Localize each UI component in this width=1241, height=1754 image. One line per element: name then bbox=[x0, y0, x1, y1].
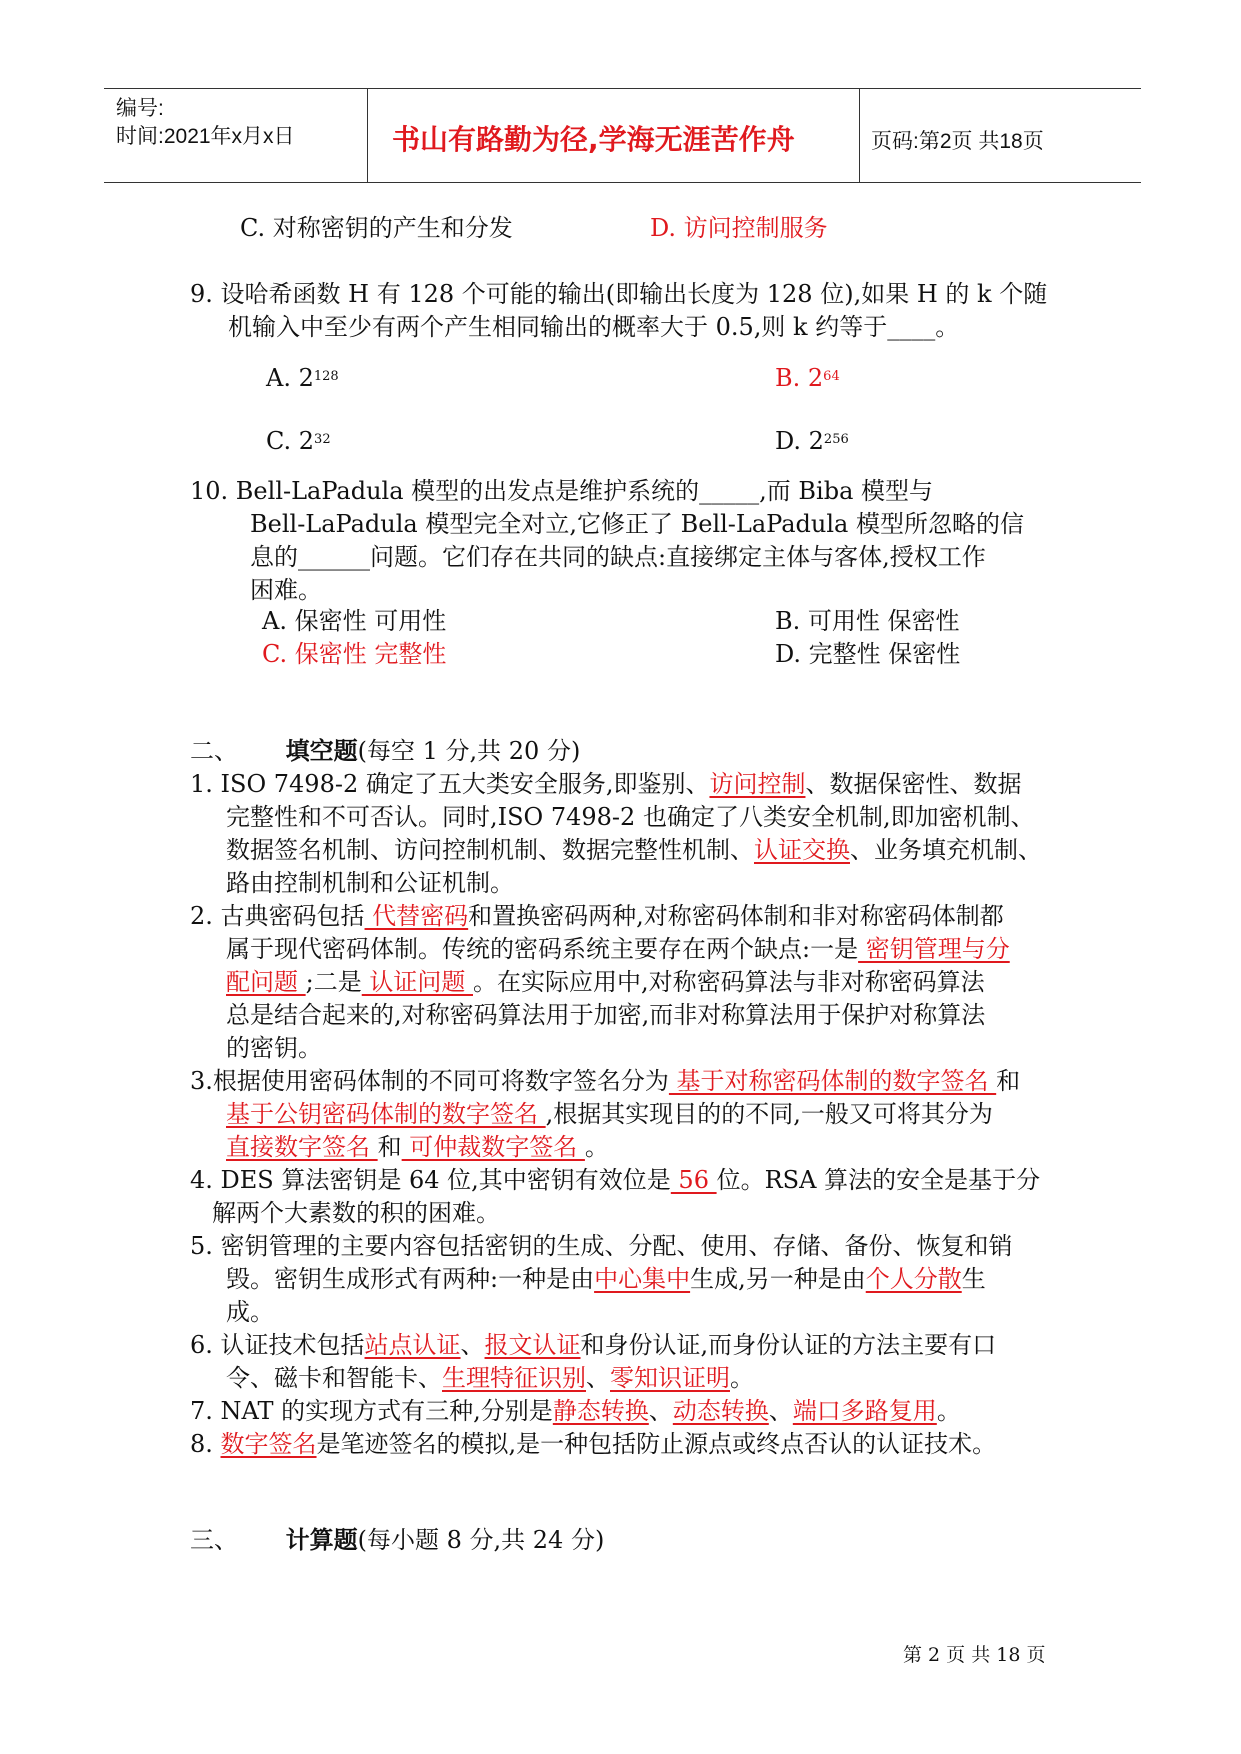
answer-auth-exchange: 认证交换 bbox=[754, 836, 850, 864]
text: 、 bbox=[768, 1397, 793, 1425]
section3-heading bbox=[190, 1524, 604, 1557]
q10-line3: 息的______问题。它们存在共同的缺点:直接绑定主体与客体,授权工作 bbox=[250, 543, 986, 571]
fill-item-2-line3 bbox=[226, 966, 985, 999]
answer-key-management-a: 密钥管理与分 bbox=[858, 935, 1010, 963]
q9-option-a bbox=[266, 362, 339, 395]
answer-biometric: 生理特征识别 bbox=[442, 1364, 586, 1392]
fill-item-2-line1 bbox=[190, 900, 1004, 933]
text: 4. DES 算法密钥是 64 位,其中密钥有效位是 bbox=[190, 1166, 671, 1194]
q9-option-b bbox=[775, 362, 840, 395]
fill-item-8 bbox=[190, 1428, 996, 1461]
text: 8. bbox=[190, 1430, 221, 1458]
q8-option-d: D. 访问控制服务 bbox=[650, 214, 828, 242]
section2-note: (每空 1 分,共 20 分) bbox=[357, 737, 581, 765]
answer-direct-signature: 直接数字签名 bbox=[226, 1133, 378, 1161]
q10-line1: 10. Bell-LaPadula 模型的出发点是维护系统的_____,而 Biba 模型与 bbox=[190, 477, 934, 505]
text: 和身份认证,而身份认证的方法主要有口 bbox=[580, 1331, 997, 1359]
text: 和 bbox=[996, 1067, 1021, 1095]
header-divider-right bbox=[859, 88, 860, 183]
q10-line2: Bell-LaPadula 模型完全对立,它修正了 Bell-LaPadula 模型所忽略的信 bbox=[250, 510, 1024, 538]
text: 生 bbox=[961, 1265, 986, 1293]
answer-public-key-signature: 基于公钥密码体制的数字签名 bbox=[226, 1100, 546, 1128]
q9-option-d bbox=[775, 425, 849, 458]
fill-item-3-line2 bbox=[226, 1098, 993, 1131]
section2-number: 二、 bbox=[190, 737, 238, 765]
text: ,根据其实现目的的不同,一般又可将其分为 bbox=[545, 1100, 993, 1128]
answer-substitution-cipher: 代替密码 bbox=[364, 902, 469, 930]
header-time: 时间:2021年x月x日 bbox=[116, 125, 295, 148]
text: 、 bbox=[648, 1397, 673, 1425]
answer-dynamic-nat: 动态转换 bbox=[672, 1397, 769, 1425]
answer-message-auth: 报文认证 bbox=[484, 1331, 581, 1359]
header-bottom-rule bbox=[104, 182, 1141, 183]
q9-option-c-base: C. 2 bbox=[266, 427, 315, 455]
section3-number: 三、 bbox=[190, 1526, 238, 1554]
q10-option-a: A. 保密性 可用性 bbox=[262, 607, 447, 635]
fill-item-4-line1 bbox=[190, 1164, 1040, 1197]
header-number: 编号: bbox=[116, 97, 164, 120]
section2-title: 填空题 bbox=[285, 737, 358, 765]
text: 、数据保密性、数据 bbox=[805, 770, 1022, 798]
fill-item-2-line2 bbox=[226, 933, 1010, 966]
footer-page-number: 第 2 页 共 18 页 bbox=[903, 1644, 1046, 1666]
answer-distributed: 个人分散 bbox=[865, 1265, 962, 1293]
fill-item-5-line2 bbox=[226, 1263, 986, 1296]
text: 。 bbox=[730, 1364, 754, 1392]
fill-item-1-line2: 完整性和不可否认。同时,ISO 7498-2 也确定了八类安全机制,即加密机制、 bbox=[226, 803, 1035, 831]
section3-title: 计算题 bbox=[285, 1526, 358, 1554]
fill-item-2-line4: 总是结合起来的,对称密码算法用于加密,而非对称算法用于保护对称算法 bbox=[226, 1001, 986, 1029]
q9-option-c bbox=[266, 425, 331, 458]
answer-static-nat: 静态转换 bbox=[552, 1397, 649, 1425]
text: 令、磁卡和智能卡、 bbox=[226, 1364, 442, 1392]
fill-item-3-line3 bbox=[226, 1131, 609, 1164]
fill-item-5-line3: 成。 bbox=[226, 1298, 274, 1326]
section3-note: (每小题 8 分,共 24 分) bbox=[357, 1526, 605, 1554]
fill-item-6-line1 bbox=[190, 1329, 996, 1362]
text: 、业务填充机制、 bbox=[850, 836, 1042, 864]
text: 生成,另一种是由 bbox=[690, 1265, 866, 1293]
answer-arbitrated-signature: 可仲裁数字签名 bbox=[401, 1133, 585, 1161]
q9-option-b-exp: 64 bbox=[823, 369, 840, 384]
header-motto: 书山有路勤为径,学海无涯苦作舟 bbox=[392, 123, 795, 156]
fill-item-1-line3 bbox=[226, 834, 1042, 867]
header-divider-left bbox=[367, 88, 368, 183]
answer-site-auth: 站点认证 bbox=[364, 1331, 461, 1359]
text: 。 bbox=[584, 1133, 609, 1161]
q9-line1: 9. 设哈希函数 H 有 128 个可能的输出(即输出长度为 128 位),如果 H 的 k 个随 bbox=[190, 280, 1048, 308]
text: 、 bbox=[586, 1364, 610, 1392]
q8-option-c: C. 对称密钥的产生和分发 bbox=[240, 214, 513, 242]
q9-option-c-exp: 32 bbox=[314, 432, 331, 447]
q10-option-c: C. 保密性 完整性 bbox=[262, 640, 447, 668]
header-top-rule bbox=[104, 88, 1141, 89]
text: 和 bbox=[377, 1133, 402, 1161]
text: 2. 古典密码包括 bbox=[190, 902, 365, 930]
text: 6. 认证技术包括 bbox=[190, 1331, 365, 1359]
answer-authentication-problem: 认证问题 bbox=[361, 968, 473, 996]
q9-option-a-exp: 128 bbox=[313, 369, 339, 384]
text: 。在实际应用中,对称密码算法与非对称密码算法 bbox=[473, 968, 985, 996]
text: 、 bbox=[460, 1331, 485, 1359]
fill-item-4-line2: 解两个大素数的积的困难。 bbox=[212, 1199, 500, 1227]
q10-option-b: B. 可用性 保密性 bbox=[775, 607, 960, 635]
fill-item-1-line4: 路由控制机制和公证机制。 bbox=[226, 869, 514, 897]
text: 7. NAT 的实现方式有三种,分别是 bbox=[190, 1397, 553, 1425]
text: 。 bbox=[936, 1397, 961, 1425]
fill-item-6-line2 bbox=[226, 1362, 754, 1395]
text: 毁。密钥生成形式有两种:一种是由 bbox=[226, 1265, 595, 1293]
answer-key-management-b: 配问题 bbox=[226, 968, 306, 996]
text: 位。RSA 算法的安全是基于分 bbox=[716, 1166, 1041, 1194]
text: 是笔迹签名的模拟,是一种包括防止源点或终点否认的认证技术。 bbox=[316, 1430, 997, 1458]
q9-option-b-base: B. 2 bbox=[775, 364, 824, 392]
fill-item-7 bbox=[190, 1395, 961, 1428]
answer-symmetric-signature: 基于对称密码体制的数字签名 bbox=[668, 1067, 997, 1095]
q10-option-d: D. 完整性 保密性 bbox=[775, 640, 961, 668]
q10-line4: 困难。 bbox=[250, 576, 322, 604]
q9-line2: 机输入中至少有两个产生相同输出的概率大于 0.5,则 k 约等于____。 bbox=[228, 313, 960, 341]
text: 1. ISO 7498-2 确定了五大类安全服务,即鉴别、 bbox=[190, 770, 710, 798]
text: 3.根据使用密码体制的不同可将数字签名分为 bbox=[190, 1067, 669, 1095]
text: 属于现代密码体制。传统的密码系统主要存在两个缺点:一是 bbox=[226, 935, 859, 963]
fill-item-5-line1: 5. 密钥管理的主要内容包括密钥的生成、分配、使用、存储、备份、恢复和销 bbox=[190, 1232, 1013, 1260]
header-page-number: 页码:第2页 共18页 bbox=[871, 130, 1044, 153]
q9-option-a-base: A. 2 bbox=[266, 364, 314, 392]
fill-item-1-line1 bbox=[190, 768, 1021, 801]
section2-heading bbox=[190, 735, 580, 768]
answer-digital-signature: 数字签名 bbox=[220, 1430, 317, 1458]
q9-option-d-exp: 256 bbox=[823, 432, 849, 447]
answer-des-key-bits: 56 bbox=[670, 1166, 717, 1194]
text: 和置换密码两种,对称密码体制和非对称密码体制都 bbox=[468, 902, 1004, 930]
fill-item-3-line1 bbox=[190, 1065, 1020, 1098]
fill-item-2-line5: 的密钥。 bbox=[226, 1034, 322, 1062]
answer-zero-knowledge: 零知识证明 bbox=[610, 1364, 730, 1392]
q9-option-d-base: D. 2 bbox=[775, 427, 824, 455]
answer-access-control: 访问控制 bbox=[709, 770, 806, 798]
answer-port-multiplexing: 端口多路复用 bbox=[792, 1397, 937, 1425]
answer-centralized: 中心集中 bbox=[594, 1265, 691, 1293]
text: 数据签名机制、访问控制机制、数据完整性机制、 bbox=[226, 836, 754, 864]
text: ;二是 bbox=[305, 968, 362, 996]
